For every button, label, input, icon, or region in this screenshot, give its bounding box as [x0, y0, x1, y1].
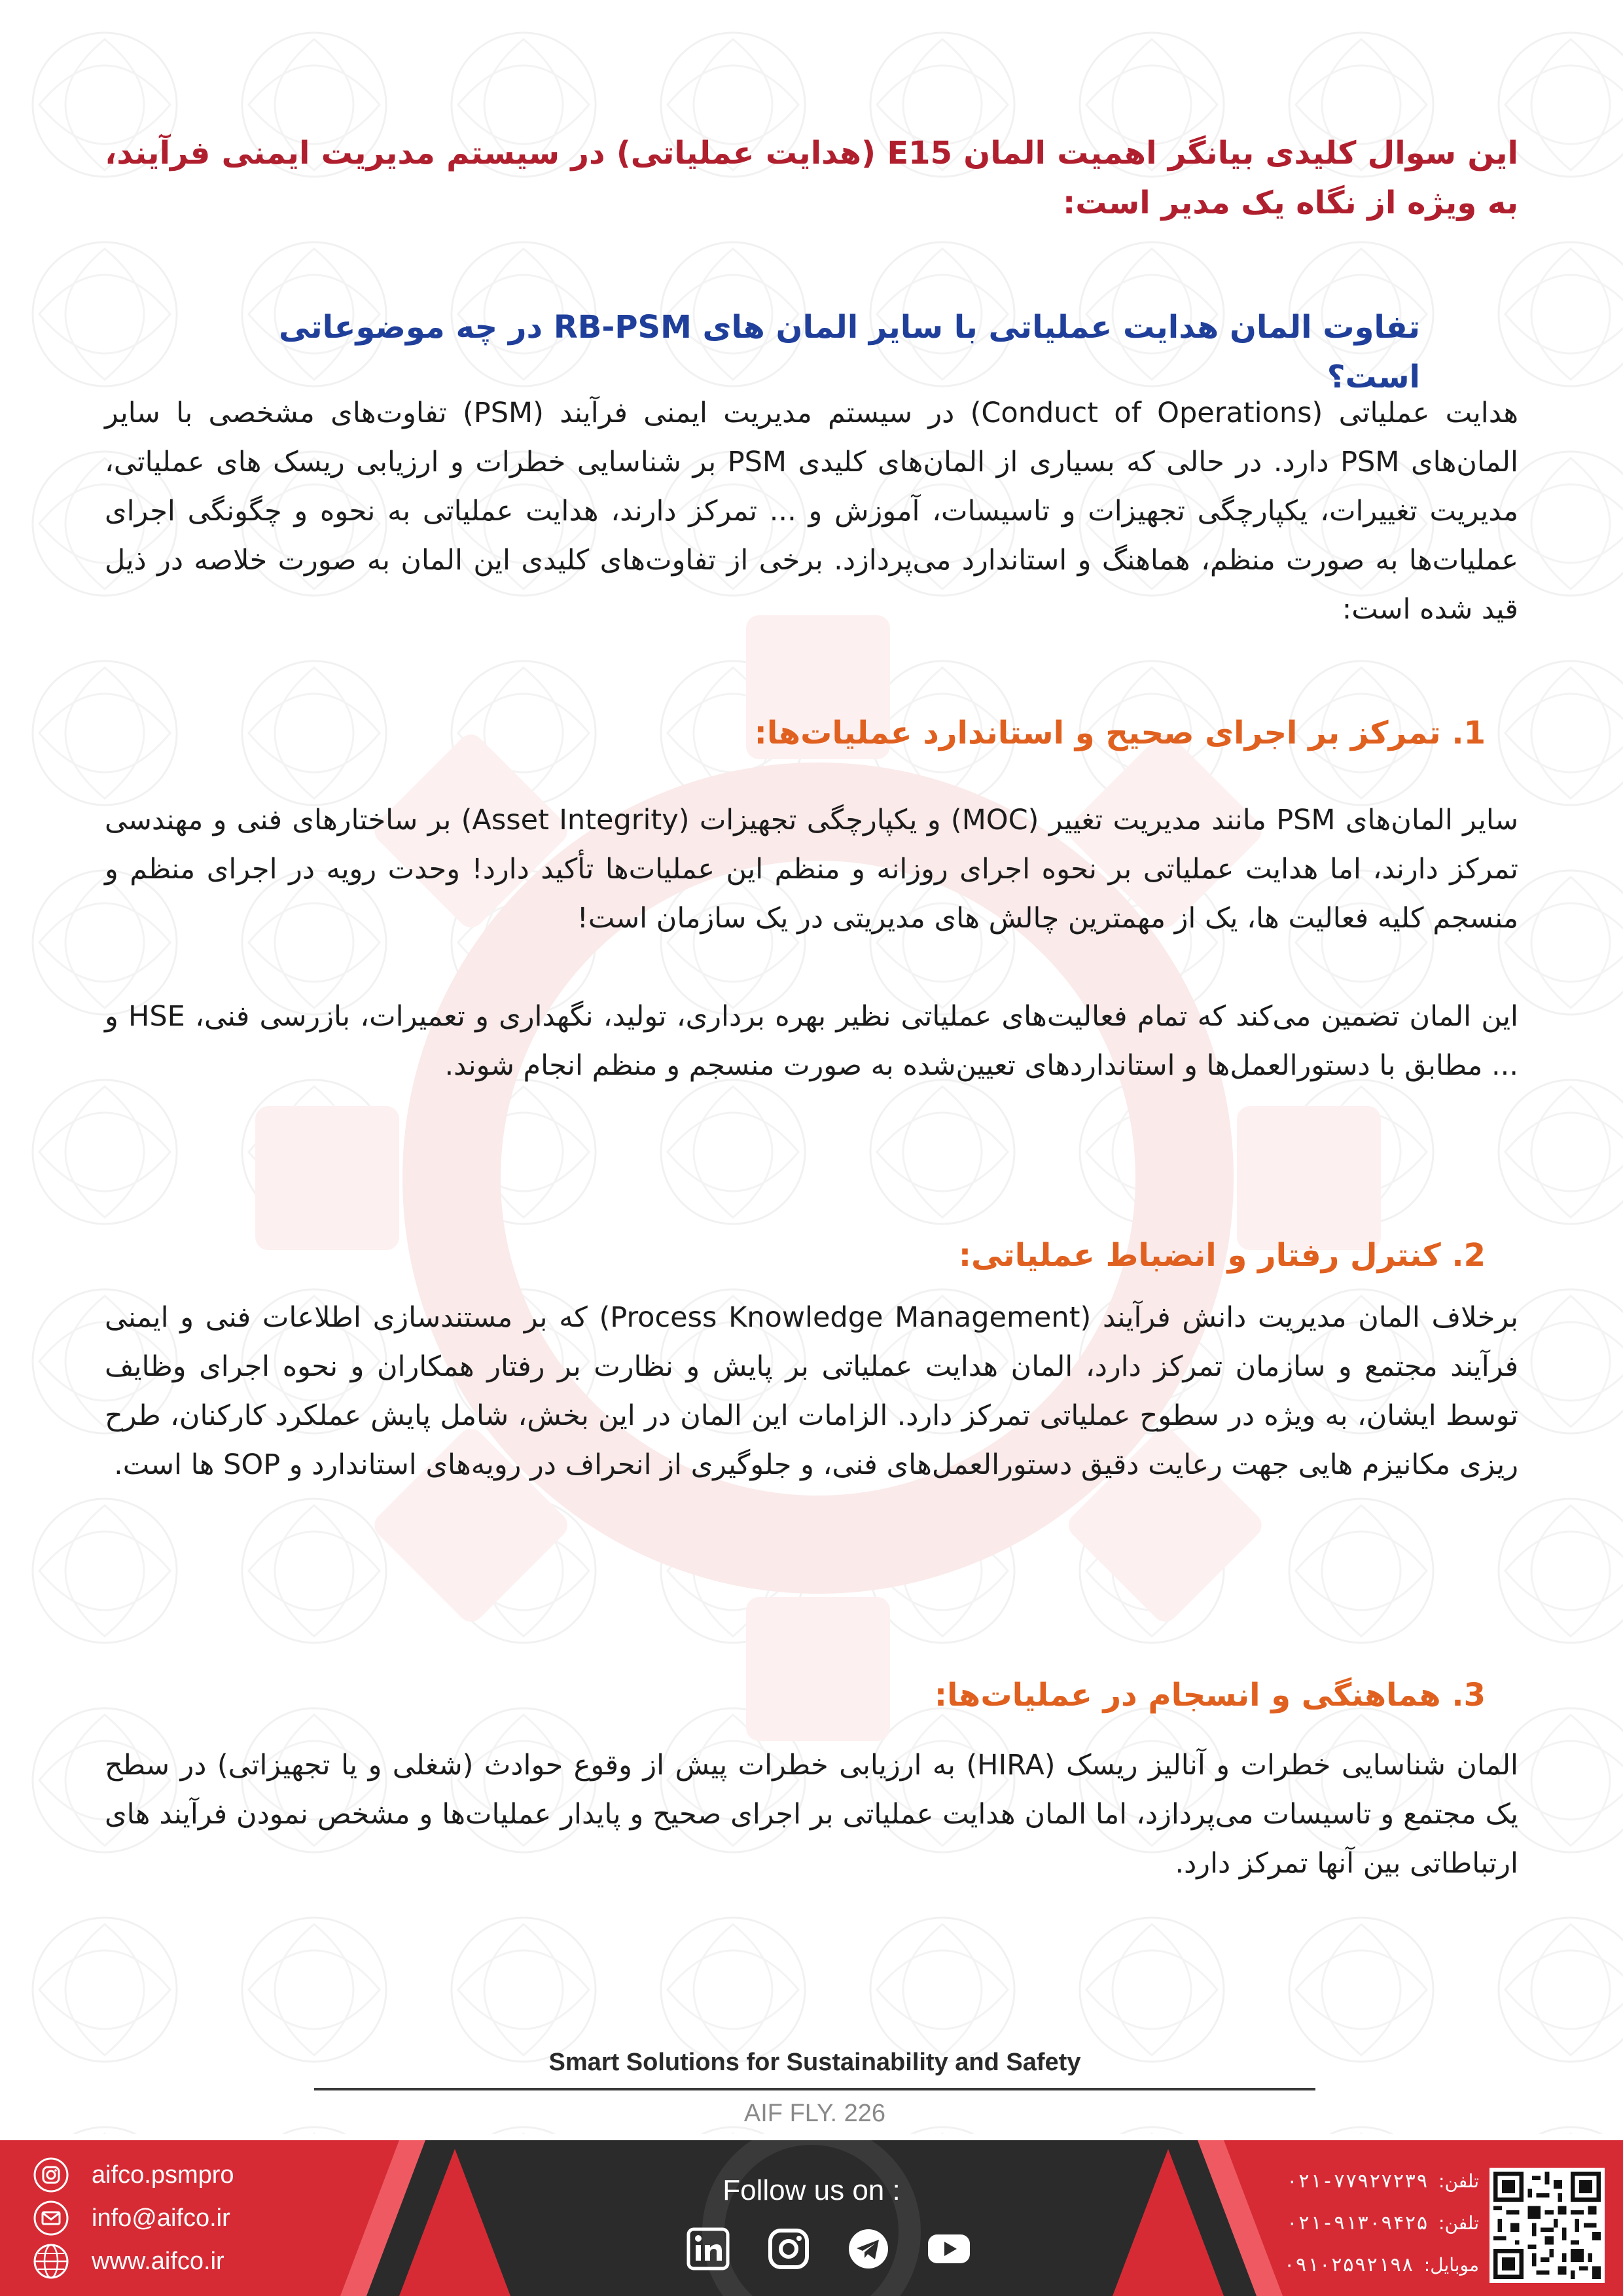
intro-heading: این سوال کلیدی بیانگر اهمیت المان E15 (هدایت عملیاتی) در سیستم مدیریت ایمنی فرآیند، به ویژه از نگاه یک مدیر است:: [105, 135, 1519, 221]
qr-code[interactable]: [1489, 2168, 1605, 2283]
email-address: info@aifco.ir: [92, 2204, 230, 2232]
section-2-heading: 2. کنترل رفتار و انضباط عملیاتی:: [958, 1237, 1486, 1274]
section-3-heading: 3. هماهنگی و انسجام در عملیات‌ها:: [934, 1677, 1486, 1713]
phone-1-number: ۰۲۱-۷۷۹۲۷۲۳۹: [1286, 2169, 1429, 2193]
section-3-paragraph: المان شناسایی خطرات و آنالیز ریسک (HIRA) به ارزیابی خطرات پیش از وقوع حوادث (شغلی و یا تجهیزاتی) در سطح یک مجتمع و تاسیسات می‌پردازد، اما المان هدایت عملیاتی بر اجرای صحیح و پایدار عملیات‌ها و مشخص نمودن فرآیند های ارتباطاتی بین آنها تمرکز دارد.: [105, 1749, 1518, 1880]
phone-1-label: تلفن:: [1438, 2170, 1479, 2192]
instagram-icon: [33, 2157, 69, 2193]
phone-mobile-number: ۰۹۱۰۲۵۹۲۱۹۸: [1283, 2253, 1414, 2276]
phone-1[interactable]: [1283, 2160, 1479, 2202]
phone-mobile-label: موبایل:: [1423, 2253, 1479, 2276]
website-url: www.aifco.ir: [92, 2247, 224, 2275]
phone-2-number: ۰۲۱-۹۱۳۰۹۴۲۵: [1286, 2211, 1429, 2234]
qr-code-icon: [1493, 2172, 1601, 2279]
email-icon: [33, 2200, 69, 2236]
linkedin-icon[interactable]: [685, 2225, 732, 2272]
social-links: [685, 2225, 972, 2272]
instagram-icon[interactable]: [765, 2225, 812, 2272]
phone-2-label: تلفن:: [1438, 2212, 1479, 2234]
section-1-paragraph-2: این المان تضمین می‌کند که تمام فعالیت‌های عملیاتی نظیر بهره برداری، تولید، نگهداری و تعمیرات، بازرسی فنی، HSE و ... مطابق با دستورالعمل‌ها و استانداردهای تعیین‌شده به صورت منسجم و منظم انجام شوند.: [105, 1000, 1519, 1082]
intro-paragraph: هدایت عملیاتی (Conduct of Operations) در سیستم مدیریت ایمنی فرآیند (PSM) تفاوت‌های مشخصی با سایر المان‌های PSM دارد. در حالی که بسیاری از المان‌های کلیدی PSM بر شناسایی خطرات و ارزیابی ریسک های عملیاتی، مدیریت تغییرات، یکپارچگی تجهیزات و تاسیسات، آموزش و ... تمرکز دارند، هدایت عملیاتی به نحوه و چگونگی اجرای عملیات‌ها به صورت منظم، هماهنگ و استاندارد می‌پردازد. برخی از تفاوت‌های کلیدی این المان به صورت خلاصه در ذیل قید شده است:: [105, 397, 1518, 626]
phone-mobile[interactable]: [1283, 2244, 1479, 2286]
follow-us-label: Follow us on :: [722, 2174, 901, 2206]
telegram-icon[interactable]: [845, 2225, 892, 2272]
question-title: تفاوت المان هدایت عملیاتی با سایر المان های RB-PSM در چه موضوعاتی است؟: [279, 309, 1420, 395]
contact-instagram[interactable]: [33, 2153, 308, 2197]
contact-list: [33, 2153, 308, 2283]
instagram-handle: aifco.psmpro: [92, 2161, 234, 2189]
footer-slogan: Smart Solutions for Sustainability and Safety: [548, 2049, 1081, 2076]
section-1-paragraph-1: سایر المان‌های PSM مانند مدیریت تغییر (MOC) و یکپارچگی تجهیزات (Asset Integrity) بر ساختارهای فنی و مهندسی تمرکز دارند، اما هدایت عملیاتی بر نحوه اجرای روزانه و منظم این عملیات‌ها تأکید دارد! وحدت رویه در اجرای منظم و منسجم کلیه فعالیت ها، یک از مهمترین چالش های مدیریتی در یک سازمان است!: [105, 804, 1518, 935]
flyer-code: AIF FLY. 226: [743, 2100, 886, 2127]
phone-list: [1283, 2160, 1479, 2286]
youtube-icon[interactable]: [925, 2225, 972, 2272]
contact-website[interactable]: [33, 2240, 308, 2283]
contact-email[interactable]: [33, 2197, 308, 2240]
footer-divider: [314, 2088, 1315, 2090]
globe-icon: [33, 2243, 69, 2280]
section-1-heading: 1. تمرکز بر اجرای صحیح و استاندارد عملیات‌ها:: [754, 715, 1486, 751]
section-2-paragraph: برخلاف المان مدیریت دانش فرآیند (Process Knowledge Management) که بر مستندسازی اطلاعات فنی و ایمنی فرآیند مجتمع و سازمان تمرکز دارد، المان هدایت عملیاتی بر پایش و نظارت بر رفتار همکاران و نحوه اجرای وظایف توسط ایشان، به ویژه در سطوح عملیاتی تمرکز دارد. الزامات این المان در این بخش، شامل پایش عملکرد کارکنان، طرح ریزی مکانیزم هایی جهت رعایت دقیق دستورالعمل‌های فنی، و جلوگیری از انحراف در رویه‌های استاندارد و SOP ها است.: [105, 1301, 1519, 1481]
phone-2[interactable]: [1283, 2202, 1479, 2244]
